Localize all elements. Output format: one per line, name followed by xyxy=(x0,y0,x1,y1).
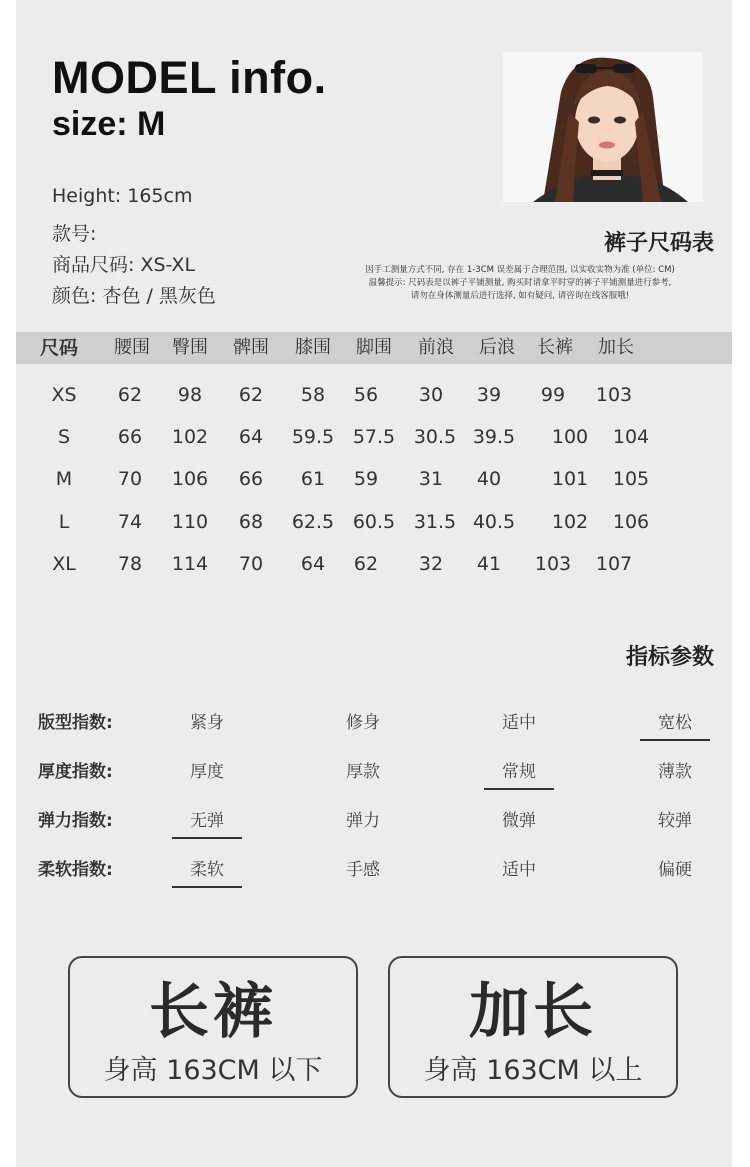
table-cell-size: XS xyxy=(51,384,77,406)
product-info-page xyxy=(16,0,732,1167)
table-cell: 102 xyxy=(171,426,209,448)
index-option: 手感 xyxy=(346,860,380,880)
index-option-selected: 宽松 xyxy=(640,708,710,741)
table-cell-size: S xyxy=(57,426,71,448)
index-option: 薄款 xyxy=(658,762,692,782)
table-cell: 103 xyxy=(595,384,633,406)
size-range: 商品尺码: XS-XL xyxy=(52,254,196,276)
header-knee: 膝围 xyxy=(295,337,331,358)
table-cell: 31 xyxy=(418,468,444,490)
length-box-regular xyxy=(68,956,358,1098)
index-option: 较弹 xyxy=(658,811,692,831)
table-cell: 58 xyxy=(300,384,326,406)
index-option: 修身 xyxy=(346,713,380,733)
index-label-fit: 版型指数: xyxy=(38,713,113,733)
table-cell: 41 xyxy=(476,553,502,575)
table-cell-size: L xyxy=(58,511,70,533)
size-chart-notes xyxy=(314,264,726,303)
index-option: 适中 xyxy=(502,860,536,880)
table-cell: 64 xyxy=(238,426,264,448)
index-option: 偏硬 xyxy=(658,860,692,880)
header-long: 长裤 xyxy=(537,337,573,358)
table-cell: 57.5 xyxy=(352,426,396,448)
header-thigh: 髀围 xyxy=(233,337,269,358)
index-option: 弹力 xyxy=(346,811,380,831)
index-label-softness: 柔软指数: xyxy=(38,860,113,880)
page-title: MODEL info. xyxy=(52,52,327,103)
table-cell: 70 xyxy=(117,468,143,490)
index-option: 适中 xyxy=(502,713,536,733)
header-front-rise: 前浪 xyxy=(418,337,454,358)
table-cell: 62 xyxy=(238,384,264,406)
length-box-desc: 身高 163CM 以上 xyxy=(423,1055,643,1086)
size-chart-title: 裤子尺码表 xyxy=(603,231,714,256)
colors: 颜色: 杏色 / 黑灰色 xyxy=(52,285,216,307)
header-back-rise: 后浪 xyxy=(479,337,515,358)
table-cell: 102 xyxy=(551,511,589,533)
table-cell: 61 xyxy=(300,468,326,490)
table-cell: 98 xyxy=(177,384,203,406)
table-cell: 66 xyxy=(117,426,143,448)
table-cell: 66 xyxy=(238,468,264,490)
model-height: Height: 165cm xyxy=(52,185,193,207)
table-cell: 59.5 xyxy=(291,426,335,448)
index-option: 厚款 xyxy=(346,762,380,782)
table-cell: 100 xyxy=(551,426,589,448)
index-option-selected: 柔软 xyxy=(172,855,242,888)
table-cell: 62 xyxy=(353,553,379,575)
index-option: 微弹 xyxy=(502,811,536,831)
table-cell: 74 xyxy=(117,511,143,533)
table-cell: 106 xyxy=(612,511,650,533)
table-cell: 62.5 xyxy=(291,511,335,533)
table-cell: 105 xyxy=(612,468,650,490)
model-size: size: M xyxy=(52,105,166,143)
index-option: 厚度 xyxy=(190,762,224,782)
note-line: 请勿在身体测量后进行选择, 如有疑问, 请咨询在线客服哦! xyxy=(410,291,630,301)
header-extra-long: 加长 xyxy=(598,337,634,358)
table-cell: 59 xyxy=(353,468,379,490)
index-label-thickness: 厚度指数: xyxy=(38,762,113,782)
index-option-selected: 无弹 xyxy=(172,806,242,839)
table-cell: 107 xyxy=(595,553,633,575)
model-portrait-image xyxy=(503,52,703,202)
table-cell: 31.5 xyxy=(413,511,457,533)
header-size: 尺码 xyxy=(40,337,79,359)
table-cell-size: XL xyxy=(52,553,76,575)
table-cell: 60.5 xyxy=(352,511,396,533)
style-number: 款号: xyxy=(52,223,97,245)
table-cell: 56 xyxy=(353,384,379,406)
index-option: 紧身 xyxy=(190,713,224,733)
table-cell: 70 xyxy=(238,553,264,575)
indices-title: 指标参数 xyxy=(625,645,714,670)
length-box-desc: 身高 163CM 以下 xyxy=(103,1055,323,1086)
table-cell: 68 xyxy=(238,511,264,533)
table-cell: 110 xyxy=(171,511,209,533)
table-cell: 114 xyxy=(171,553,209,575)
table-cell: 40 xyxy=(476,468,502,490)
note-line: 因手工测量方式不同, 存在 1-3CM 误差属于合理范围, 以实收实物为准 (单位: CM) xyxy=(365,265,675,275)
table-cell: 104 xyxy=(612,426,650,448)
table-cell: 78 xyxy=(117,553,143,575)
table-cell: 101 xyxy=(551,468,589,490)
table-cell: 62 xyxy=(117,384,143,406)
table-cell: 32 xyxy=(418,553,444,575)
table-cell: 39.5 xyxy=(472,426,516,448)
table-cell: 30 xyxy=(418,384,444,406)
table-cell: 39 xyxy=(476,384,502,406)
header-waist: 腰围 xyxy=(114,337,150,358)
header-hip: 臀围 xyxy=(172,337,208,358)
table-cell: 64 xyxy=(300,553,326,575)
index-label-stretch: 弹力指数: xyxy=(38,811,113,831)
table-cell: 40.5 xyxy=(472,511,516,533)
header-hem: 脚围 xyxy=(356,337,392,358)
length-box-title: 长裤 xyxy=(149,977,277,1047)
note-line: 温馨提示: 尺码表是以裤子平铺测量, 购买时请拿平时穿的裤子平铺测量进行参考, xyxy=(368,278,672,288)
table-cell: 103 xyxy=(534,553,572,575)
index-option-selected: 常规 xyxy=(484,757,554,790)
length-box-extended xyxy=(388,956,678,1098)
model-photo xyxy=(503,52,703,202)
table-cell: 99 xyxy=(540,384,566,406)
table-cell: 106 xyxy=(171,468,209,490)
length-box-title: 加长 xyxy=(469,977,597,1047)
table-cell: 30.5 xyxy=(413,426,457,448)
table-cell-size: M xyxy=(55,468,73,490)
